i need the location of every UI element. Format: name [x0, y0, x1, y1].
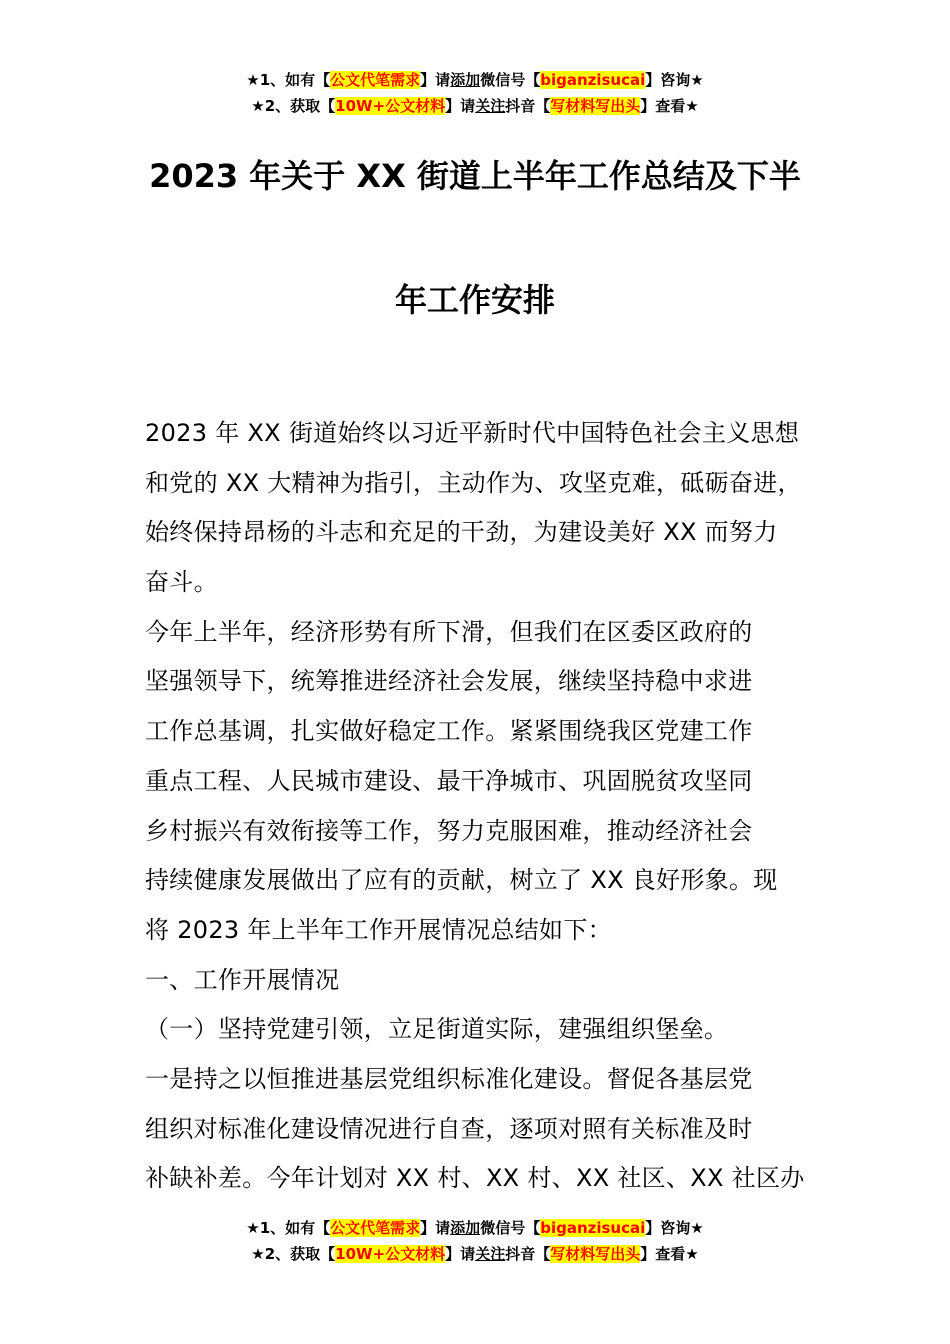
- banner-text: 2、获取【: [264, 97, 336, 115]
- header-banner: [0, 67, 950, 119]
- highlight-materials: 10W+公文材料: [335, 97, 446, 115]
- star-icon: ★: [685, 1245, 699, 1263]
- body-line: 今年上半年，经济形势有所下滑，但我们在区委区政府的: [145, 617, 753, 646]
- highlight-materials: 10W+公文材料: [335, 1245, 446, 1263]
- body-line: 将 2023 年上半年工作开展情况总结如下：: [145, 915, 612, 944]
- banner-line-1: [0, 1215, 950, 1241]
- underlined-text: 添加: [450, 71, 481, 89]
- star-icon: ★: [251, 1245, 265, 1263]
- banner-text: 2、获取【: [264, 1245, 336, 1263]
- banner-text: 】请: [420, 1219, 451, 1237]
- highlight-wechat-id: biganzisucai: [540, 71, 646, 89]
- highlight-wechat-id: biganzisucai: [540, 1219, 646, 1237]
- banner-text: 】咨询: [645, 71, 691, 89]
- banner-line-2: [0, 93, 950, 119]
- banner-line-2: [0, 1241, 950, 1267]
- underlined-text: 添加: [450, 1219, 481, 1237]
- body-line: 始终保持昂杨的斗志和充足的干劲，为建设美好 XX 而努力: [145, 518, 778, 547]
- banner-text: 抖音【: [505, 97, 551, 115]
- body-line: 坚强领导下，统筹推进经济社会发展，继续坚持稳中求进: [145, 667, 753, 696]
- star-icon: ★: [690, 71, 704, 89]
- banner-text: 】咨询: [645, 1219, 691, 1237]
- banner-text: 】查看: [640, 97, 686, 115]
- star-icon: ★: [685, 97, 699, 115]
- underlined-text: 关注: [475, 97, 506, 115]
- section-heading: 一、工作开展情况: [145, 965, 340, 994]
- banner-text: 1、如有【: [259, 1219, 331, 1237]
- subsection-heading: （一）坚持党建引领，立足街道实际，建强组织堡垒。: [145, 1015, 729, 1044]
- body-line: 补缺补差。今年计划对 XX 村、XX 村、XX 社区、XX 社区办: [145, 1164, 805, 1193]
- banner-text: 】请: [445, 97, 476, 115]
- banner-text: 】请: [445, 1245, 476, 1263]
- document-title-line-1: 2023 年关于 XX 街道上半年工作总结及下半: [149, 157, 801, 195]
- document-body: [145, 409, 835, 1204]
- body-line: 奋斗。: [145, 568, 218, 597]
- body-line: 工作总基调，扎实做好稳定工作。紧紧围绕我区党建工作: [145, 717, 753, 746]
- banner-text: 1、如有【: [259, 71, 331, 89]
- star-icon: ★: [246, 71, 260, 89]
- body-line: 持续健康发展做出了应有的贡献，树立了 XX 良好形象。现: [145, 866, 778, 895]
- body-line: 和党的 XX 大精神为指引，主动作为、攻坚克难，砥砺奋进，: [145, 468, 802, 497]
- underlined-text: 关注: [475, 1245, 506, 1263]
- body-line: 2023 年 XX 街道始终以习近平新时代中国特色社会主义思想: [145, 419, 800, 447]
- banner-text: 微信号【: [480, 71, 541, 89]
- highlight-service: 公文代笔需求: [330, 1219, 421, 1237]
- highlight-service: 公文代笔需求: [330, 71, 421, 89]
- banner-text: 】请: [420, 71, 451, 89]
- banner-text: 抖音【: [505, 1245, 551, 1263]
- footer-banner: [0, 1215, 950, 1267]
- body-line: 组织对标准化建设情况进行自查，逐项对照有关标准及时: [145, 1114, 753, 1143]
- banner-line-1: [0, 67, 950, 93]
- star-icon: ★: [251, 97, 265, 115]
- body-line: 乡村振兴有效衔接等工作，努力克服困难，推动经济社会: [145, 816, 753, 845]
- star-icon: ★: [690, 1219, 704, 1237]
- star-icon: ★: [246, 1219, 260, 1237]
- banner-text: 微信号【: [480, 1219, 541, 1237]
- highlight-douyin-id: 写材料写出头: [550, 97, 641, 115]
- body-line: 一是持之以恒推进基层党组织标准化建设。督促各基层党: [145, 1064, 753, 1093]
- banner-text: 】查看: [640, 1245, 686, 1263]
- highlight-douyin-id: 写材料写出头: [550, 1245, 641, 1263]
- document-title-line-2: 年工作安排: [394, 281, 555, 319]
- body-line: 重点工程、人民城市建设、最干净城市、巩固脱贫攻坚同: [145, 766, 753, 795]
